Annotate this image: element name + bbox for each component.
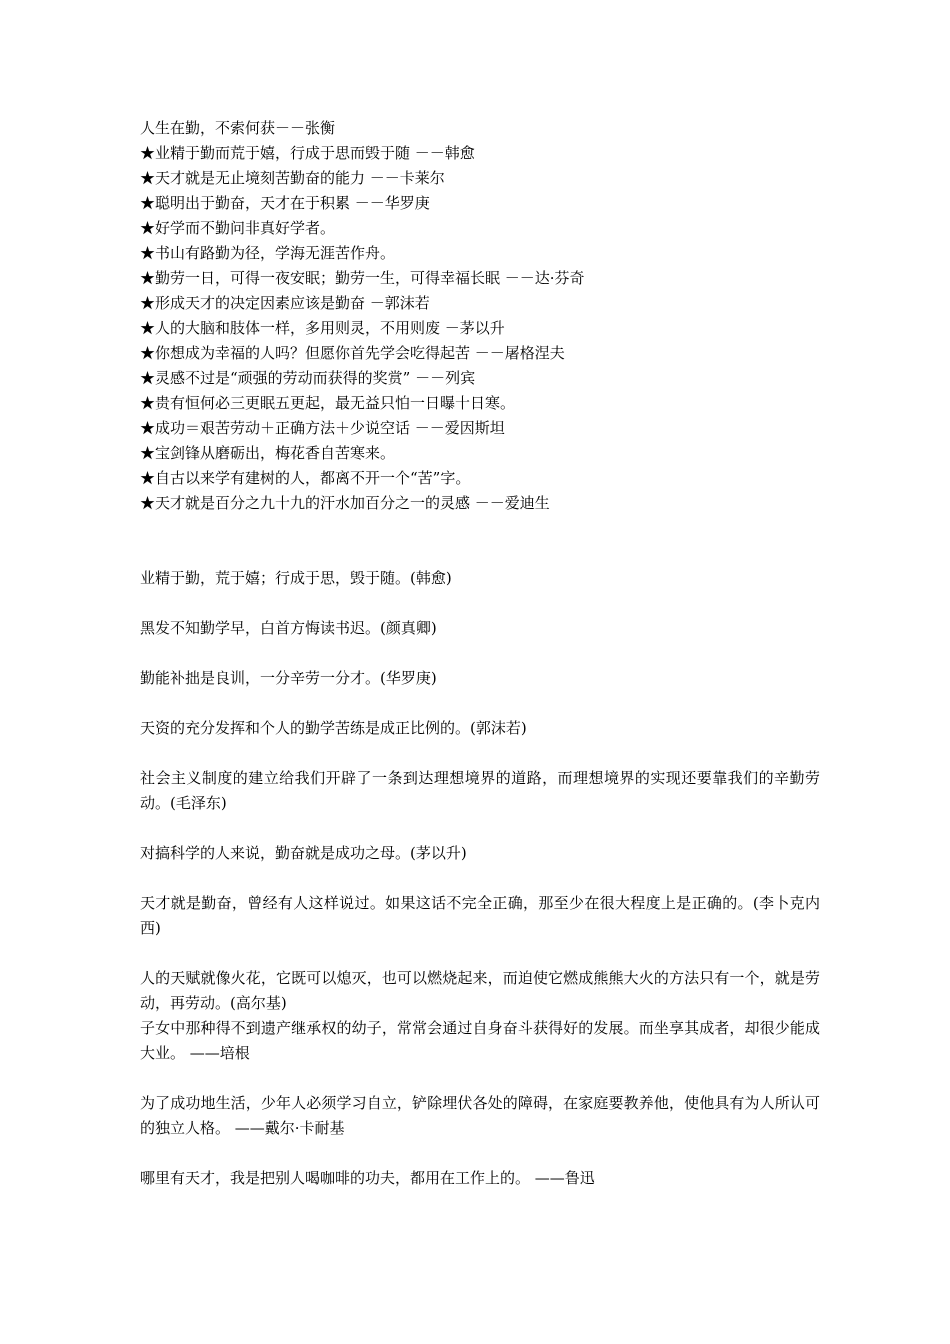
paragraph: 对搞科学的人来说，勤奋就是成功之母。(茅以升) <box>140 844 467 862</box>
paragraph: 社会主义制度的建立给我们开辟了一条到达理想境界的道路，而理想境界的实现还要靠我们的辛勤劳动。(毛泽东) <box>140 769 820 812</box>
quote-line: ★书山有路勤为径，学海无涯苦作舟。 <box>140 244 396 262</box>
paragraph: 黑发不知勤学早，白首方悔读书迟。(颜真卿) <box>140 619 437 637</box>
quote-line: ★灵感不过是“顽强的劳动而获得的奖赏” －－列宾 <box>140 369 476 387</box>
paragraph: 哪里有天才，我是把别人喝咖啡的功夫，都用在工作上的。 ——鲁迅 <box>140 1169 595 1187</box>
paragraph: 子女中那种得不到遗产继承权的幼子，常常会通过自身奋斗获得好的发展。而坐享其成者，却很少能成大业。 ——培根 <box>140 1019 820 1062</box>
paragraph: 为了成功地生活，少年人必须学习自立，铲除埋伏各处的障碍，在家庭要教养他，使他具有为人所认可的独立人格。 ——戴尔·卡耐基 <box>140 1094 820 1137</box>
quote-list <box>140 116 820 516</box>
quote-line: ★业精于勤而荒于嬉，行成于思而毁于随 －－韩愈 <box>140 144 475 162</box>
quote-line: ★天才就是无止境刻苦勤奋的能力 －－卡莱尔 <box>140 169 445 187</box>
paragraph: 业精于勤，荒于嬉；行成于思，毁于随。(韩愈) <box>140 569 452 587</box>
quote-line: ★你想成为幸福的人吗？但愿你首先学会吃得起苦 －－屠格涅夫 <box>140 344 565 362</box>
quote-paragraphs <box>140 566 820 1191</box>
quote-line: ★人的大脑和肢体一样，多用则灵，不用则废 －茅以升 <box>140 319 505 337</box>
paragraph: 人的天赋就像火花，它既可以熄灭，也可以燃烧起来，而迫使它燃成熊熊大火的方法只有一个，就是劳动，再劳动。(高尔基) <box>140 969 820 1012</box>
quote-line: ★宝剑锋从磨砺出，梅花香自苦寒来。 <box>140 444 396 462</box>
quote-line: 人生在勤，不索何获－－张衡 <box>140 119 336 137</box>
document-page <box>140 116 820 1216</box>
quote-line: ★成功＝艰苦劳动＋正确方法＋少说空话 －－爱因斯坦 <box>140 419 505 437</box>
section-spacer <box>140 516 820 566</box>
quote-line: ★天才就是百分之九十九的汗水加百分之一的灵感 －－爱迪生 <box>140 494 550 512</box>
quote-line: ★形成天才的决定因素应该是勤奋 －郭沫若 <box>140 294 430 312</box>
paragraph: 勤能补拙是良训，一分辛劳一分才。(华罗庚) <box>140 669 437 687</box>
quote-line: ★聪明出于勤奋，天才在于积累 －－华罗庚 <box>140 194 430 212</box>
quote-line: ★好学而不勤问非真好学者。 <box>140 219 336 237</box>
paragraph: 天资的充分发挥和个人的勤学苦练是成正比例的。(郭沫若) <box>140 719 527 737</box>
quote-line: ★勤劳一日，可得一夜安眠；勤劳一生，可得幸福长眠 －－达·芬奇 <box>140 269 585 287</box>
paragraph: 天才就是勤奋，曾经有人这样说过。如果这话不完全正确，那至少在很大程度上是正确的。(李卜克内西) <box>140 894 820 937</box>
quote-line: ★贵有恒何必三更眠五更起，最无益只怕一日曝十日寒。 <box>140 394 516 412</box>
quote-line: ★自古以来学有建树的人，都离不开一个“苦”字。 <box>140 469 471 487</box>
